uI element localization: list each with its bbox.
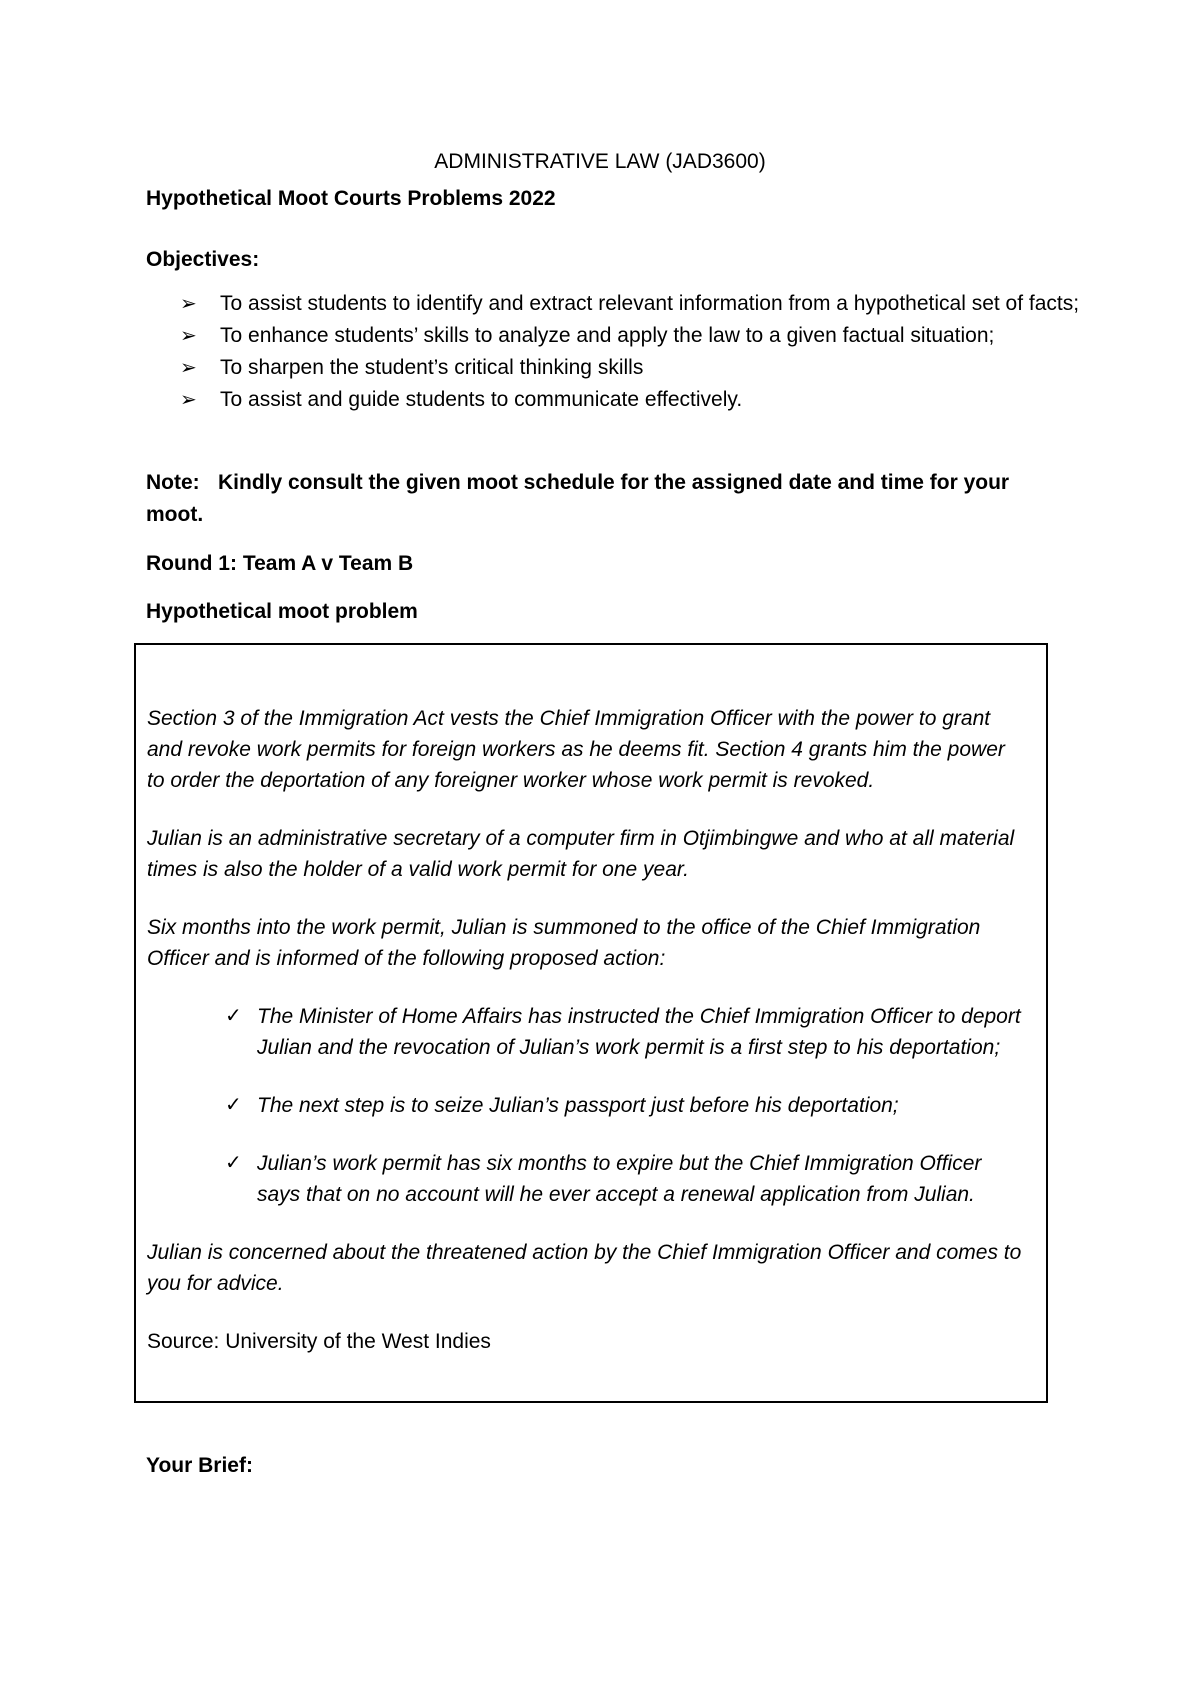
arrow-bullet-icon: ➢ (180, 293, 197, 315)
problem-box (134, 643, 1048, 1403)
checkmark-icon: ✓ (225, 1152, 242, 1174)
proposed-action-item (147, 1090, 1027, 1121)
proposed-action-text: Julian’s work permit has six months to expire but the Chief Immigration Officer says that on no account will he ever accept a renewal application from Julian. (257, 1152, 982, 1206)
objective-item (180, 352, 1080, 384)
proposed-action-item (147, 1148, 1027, 1210)
proposed-action-text: The Minister of Home Affairs has instructed the Chief Immigration Officer to deport Julian and the revocation of Julian’s work permit is a first step to his deportation; (257, 1005, 1021, 1059)
objective-item (180, 320, 1080, 352)
document-title: ADMINISTRATIVE LAW (JAD3600) (434, 150, 766, 173)
arrow-bullet-icon: ➢ (180, 357, 197, 379)
round-heading: Round 1: Team A v Team B (146, 552, 414, 575)
note-label: Note: (146, 471, 200, 494)
arrow-bullet-icon: ➢ (180, 389, 197, 411)
proposed-actions-list (147, 1001, 1027, 1210)
objectives-list (180, 288, 1080, 416)
objective-text: To assist students to identify and extract relevant information from a hypothetical set of facts; (220, 292, 1080, 315)
source-citation: Source: University of the West Indies (147, 1330, 491, 1353)
document-subtitle: Hypothetical Moot Courts Problems 2022 (146, 187, 556, 210)
proposed-action-text: The next step is to seize Julian’s passport just before his deportation; (257, 1094, 899, 1117)
problem-paragraph-2: Julian is an administrative secretary of a computer firm in Otjimbingwe and who at all material times is also the holder of a valid work permit for one year. (147, 827, 1015, 881)
checkmark-icon: ✓ (225, 1094, 242, 1116)
problem-paragraph-1: Section 3 of the Immigration Act vests the Chief Immigration Officer with the power to grant and revoke work permits for foreign workers as he deems fit. Section 4 grants him the power to order the deportation of any foreigner worker whose work permit is revoked. (147, 707, 1005, 792)
objective-text: To sharpen the student’s critical thinking skills (220, 356, 644, 379)
objective-text: To enhance students’ skills to analyze and apply the law to a given factual situation; (220, 324, 995, 347)
problem-paragraph-3: Six months into the work permit, Julian is summoned to the office of the Chief Immigration Officer and is informed of the following proposed action: (147, 916, 981, 970)
problem-paragraph-4: Julian is concerned about the threatened action by the Chief Immigration Officer and comes to you for advice. (147, 1241, 1022, 1295)
checkmark-icon: ✓ (225, 1005, 242, 1027)
brief-heading: Your Brief: (146, 1454, 253, 1477)
objectives-heading: Objectives: (146, 248, 260, 271)
note-block (146, 467, 1046, 531)
proposed-action-item (147, 1001, 1027, 1063)
problem-content (147, 703, 1027, 1384)
objective-text: To assist and guide students to communicate effectively. (220, 388, 743, 411)
objective-item (180, 384, 1080, 416)
objective-item (180, 288, 1080, 320)
note-text: Kindly consult the given moot schedule for the assigned date and time for your moot. (146, 471, 1010, 526)
problem-heading: Hypothetical moot problem (146, 600, 418, 623)
arrow-bullet-icon: ➢ (180, 325, 197, 347)
